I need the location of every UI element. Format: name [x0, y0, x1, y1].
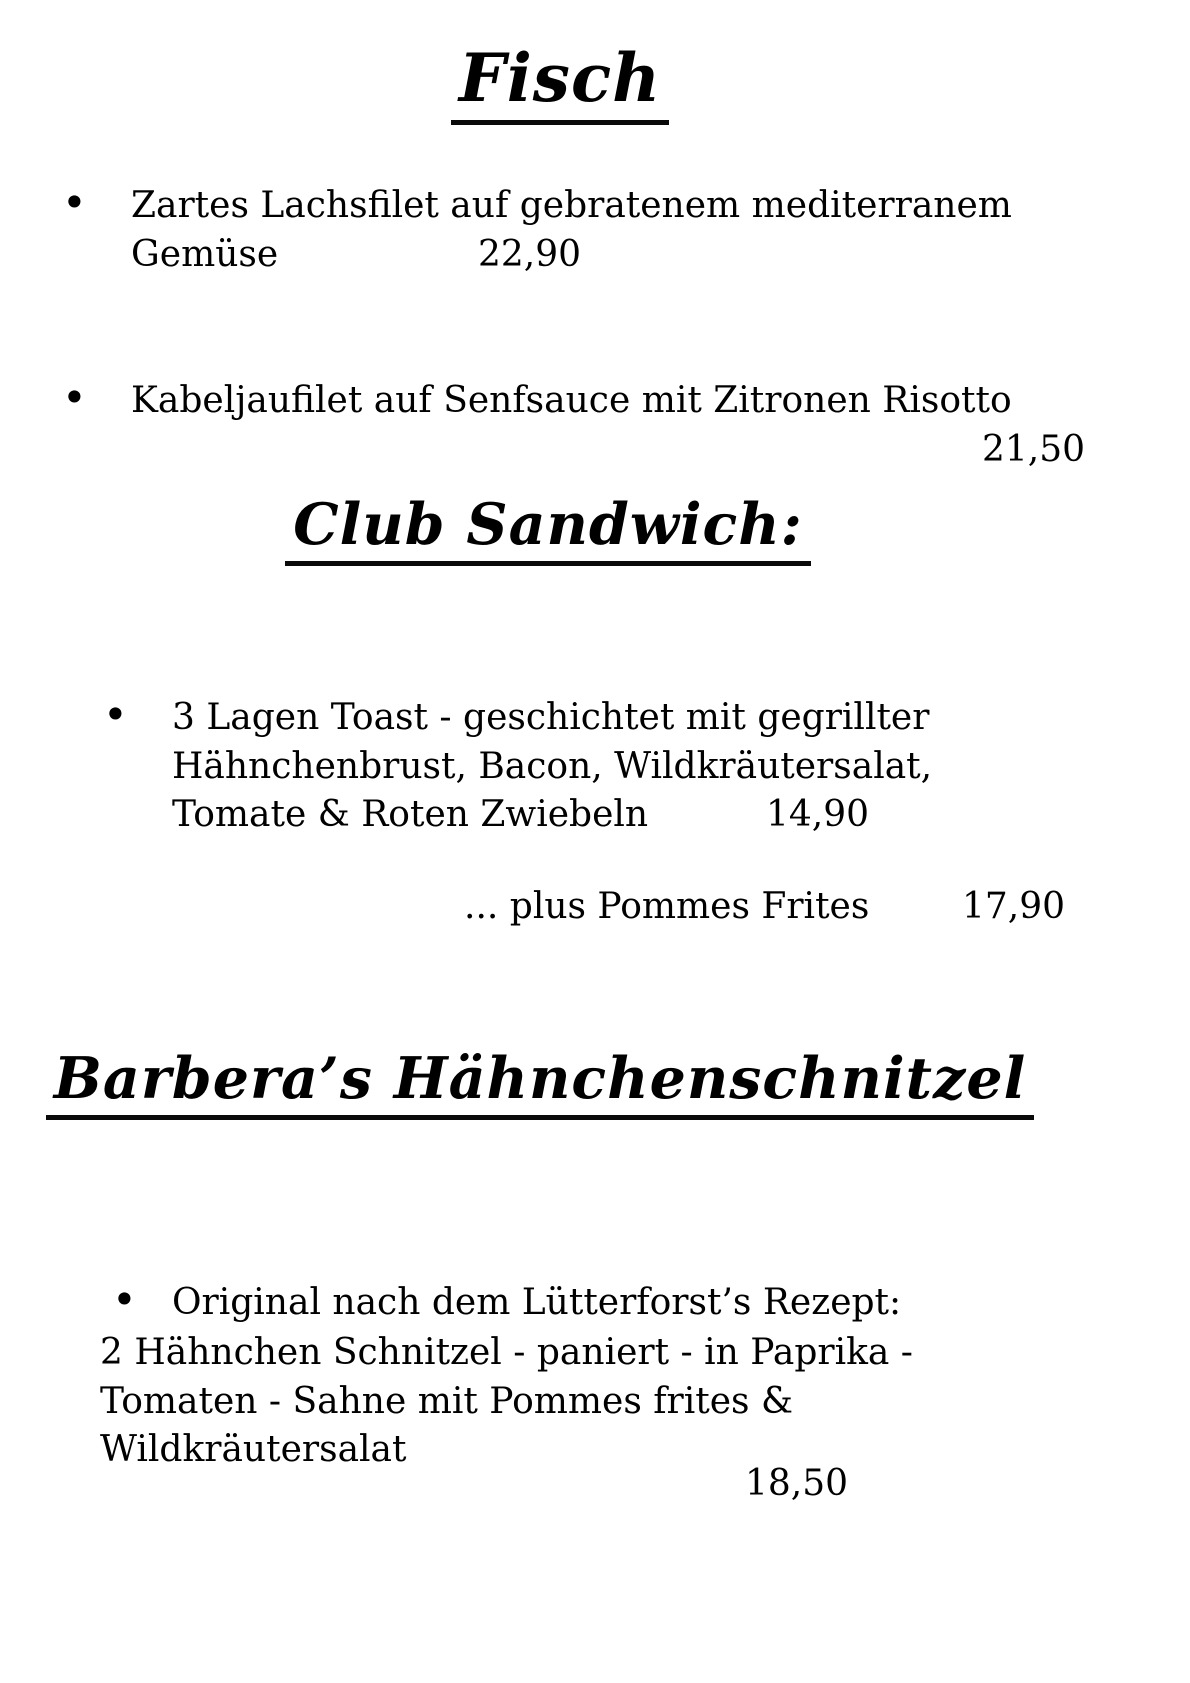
schnitzel-item1-line1: Original nach dem Lütterforst’s Rezept: [172, 1282, 902, 1323]
bullet-icon: • [62, 178, 87, 227]
club-item1-price: 14,90 [766, 794, 870, 835]
club-item1-line3: Tomate & Roten Zwiebeln [172, 794, 649, 835]
bullet-icon: • [62, 373, 87, 422]
bullet-icon: • [103, 690, 128, 739]
club-addon-label: ... plus Pommes Frites [464, 886, 870, 927]
club-item1-line2: Hähnchenbrust, Bacon, Wildkräutersalat, [172, 746, 933, 787]
section-schnitzel-title: Barbera’s Hähnchenschnitzel [46, 1046, 1034, 1120]
schnitzel-item1-line4: Wildkräutersalat [100, 1429, 407, 1470]
fisch-item2-line1: Kabeljaufilet auf Senfsauce mit Zitronen Risotto [131, 380, 1012, 421]
section-club-heading-wrap [0, 492, 1096, 566]
fisch-item1-price: 22,90 [478, 234, 582, 275]
club-item1-line1: 3 Lagen Toast - geschichtet mit gegrillter [172, 697, 930, 738]
section-fisch-title: Fisch [451, 41, 669, 125]
section-schnitzel-heading-wrap [0, 1046, 1080, 1120]
fisch-item2-price: 21,50 [981, 429, 1085, 470]
fisch-item1-line1: Zartes Lachsfilet auf gebratenem mediterranem [131, 185, 1012, 226]
schnitzel-item1-line3: Tomaten - Sahne mit Pommes frites & [100, 1381, 794, 1422]
section-club-title: Club Sandwich: [285, 492, 810, 566]
schnitzel-item1-line2: 2 Hähnchen Schnitzel - paniert - in Paprika - [100, 1332, 913, 1373]
fisch-item1-line2: Gemüse [131, 234, 279, 275]
club-addon-price: 17,90 [962, 886, 1066, 927]
bullet-icon: • [112, 1275, 137, 1324]
schnitzel-item1-price: 18,50 [745, 1463, 849, 1504]
section-fisch-heading-wrap [0, 40, 1120, 125]
